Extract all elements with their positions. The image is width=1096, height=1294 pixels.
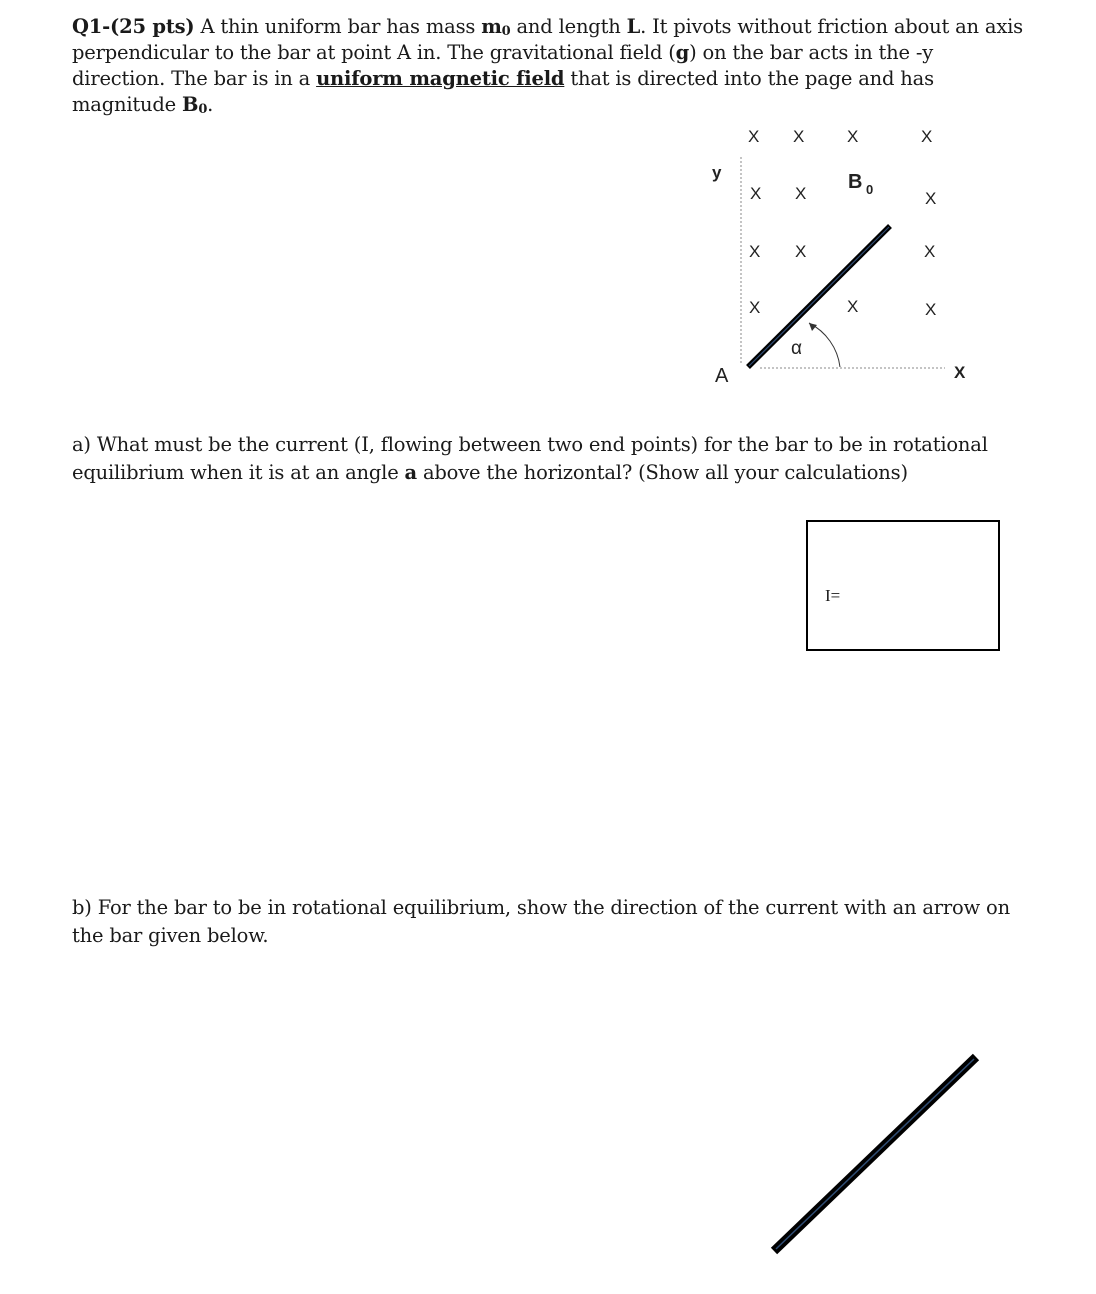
- answer-box[interactable]: [806, 520, 1000, 651]
- mass-symbol: $m_0$: [481, 15, 511, 39]
- part-a-angle: a: [404, 461, 417, 484]
- field-marker: X: [795, 242, 807, 261]
- x-axis-label: X: [954, 363, 966, 382]
- field-marker: X: [921, 127, 933, 146]
- current-answer-input[interactable]: [848, 580, 992, 608]
- part-b-question: b) For the bar to be in rotational equilibrium, show the direction of the current with an arrow on the bar given below.: [72, 896, 1010, 947]
- intro-text-6: .: [207, 93, 214, 116]
- intro-text-1: A thin uniform bar has mass: [194, 15, 482, 38]
- part-a-text-2: above the horizontal? (Show all your calculations): [416, 461, 908, 484]
- field-marker: X: [925, 300, 937, 319]
- field-marker: X: [847, 297, 859, 316]
- field-symbol: $B_0$: [182, 93, 208, 117]
- bar-field-diagram: [690, 112, 990, 392]
- intro-text-2: and length: [510, 15, 627, 38]
- field-marker: X: [793, 127, 805, 146]
- question-intro: [72, 14, 1032, 118]
- field-label: B: [848, 171, 863, 193]
- y-axis-label: y: [712, 163, 722, 182]
- answer-label: I=: [825, 586, 841, 605]
- part-b-bar-highlight: [776, 1059, 974, 1249]
- angle-label: α: [791, 338, 802, 359]
- angle-arc: [809, 323, 840, 367]
- question-number: Q1-(25 pts): [72, 15, 195, 38]
- intro-text-4: ) on the bar acts in the -y direction. The bar is in a: [72, 41, 934, 90]
- field-marker: X: [749, 242, 761, 261]
- field-marker: X: [750, 184, 762, 203]
- intro-text-3: . It pivots without friction about an axis perpendicular to the bar at point A in. The gravitational field (: [72, 15, 1023, 64]
- field-label-sub: 0: [866, 182, 874, 197]
- part-a-question: [72, 431, 1032, 487]
- field-marker: X: [795, 184, 807, 203]
- field-marker: X: [925, 189, 937, 208]
- part-a-text-1: a) What must be the current (I, flowing between two end points) for the bar to be in rotational equilibrium when it is at an angle: [72, 433, 988, 484]
- field-marker: X: [748, 127, 760, 146]
- pivot-label: A: [715, 365, 729, 387]
- intro-text-5: that is directed into the page and has magnitude: [72, 67, 934, 116]
- field-marker: X: [924, 242, 936, 261]
- field-markers: [748, 127, 936, 319]
- part-b-bar-figure[interactable]: [760, 1045, 990, 1265]
- field-marker: X: [847, 127, 859, 146]
- length-symbol: L: [626, 15, 641, 38]
- gravity-symbol: g: [675, 41, 690, 64]
- field-marker: X: [749, 298, 761, 317]
- bar-highlight: [749, 227, 889, 366]
- field-term: uniform magnetic field: [316, 67, 565, 90]
